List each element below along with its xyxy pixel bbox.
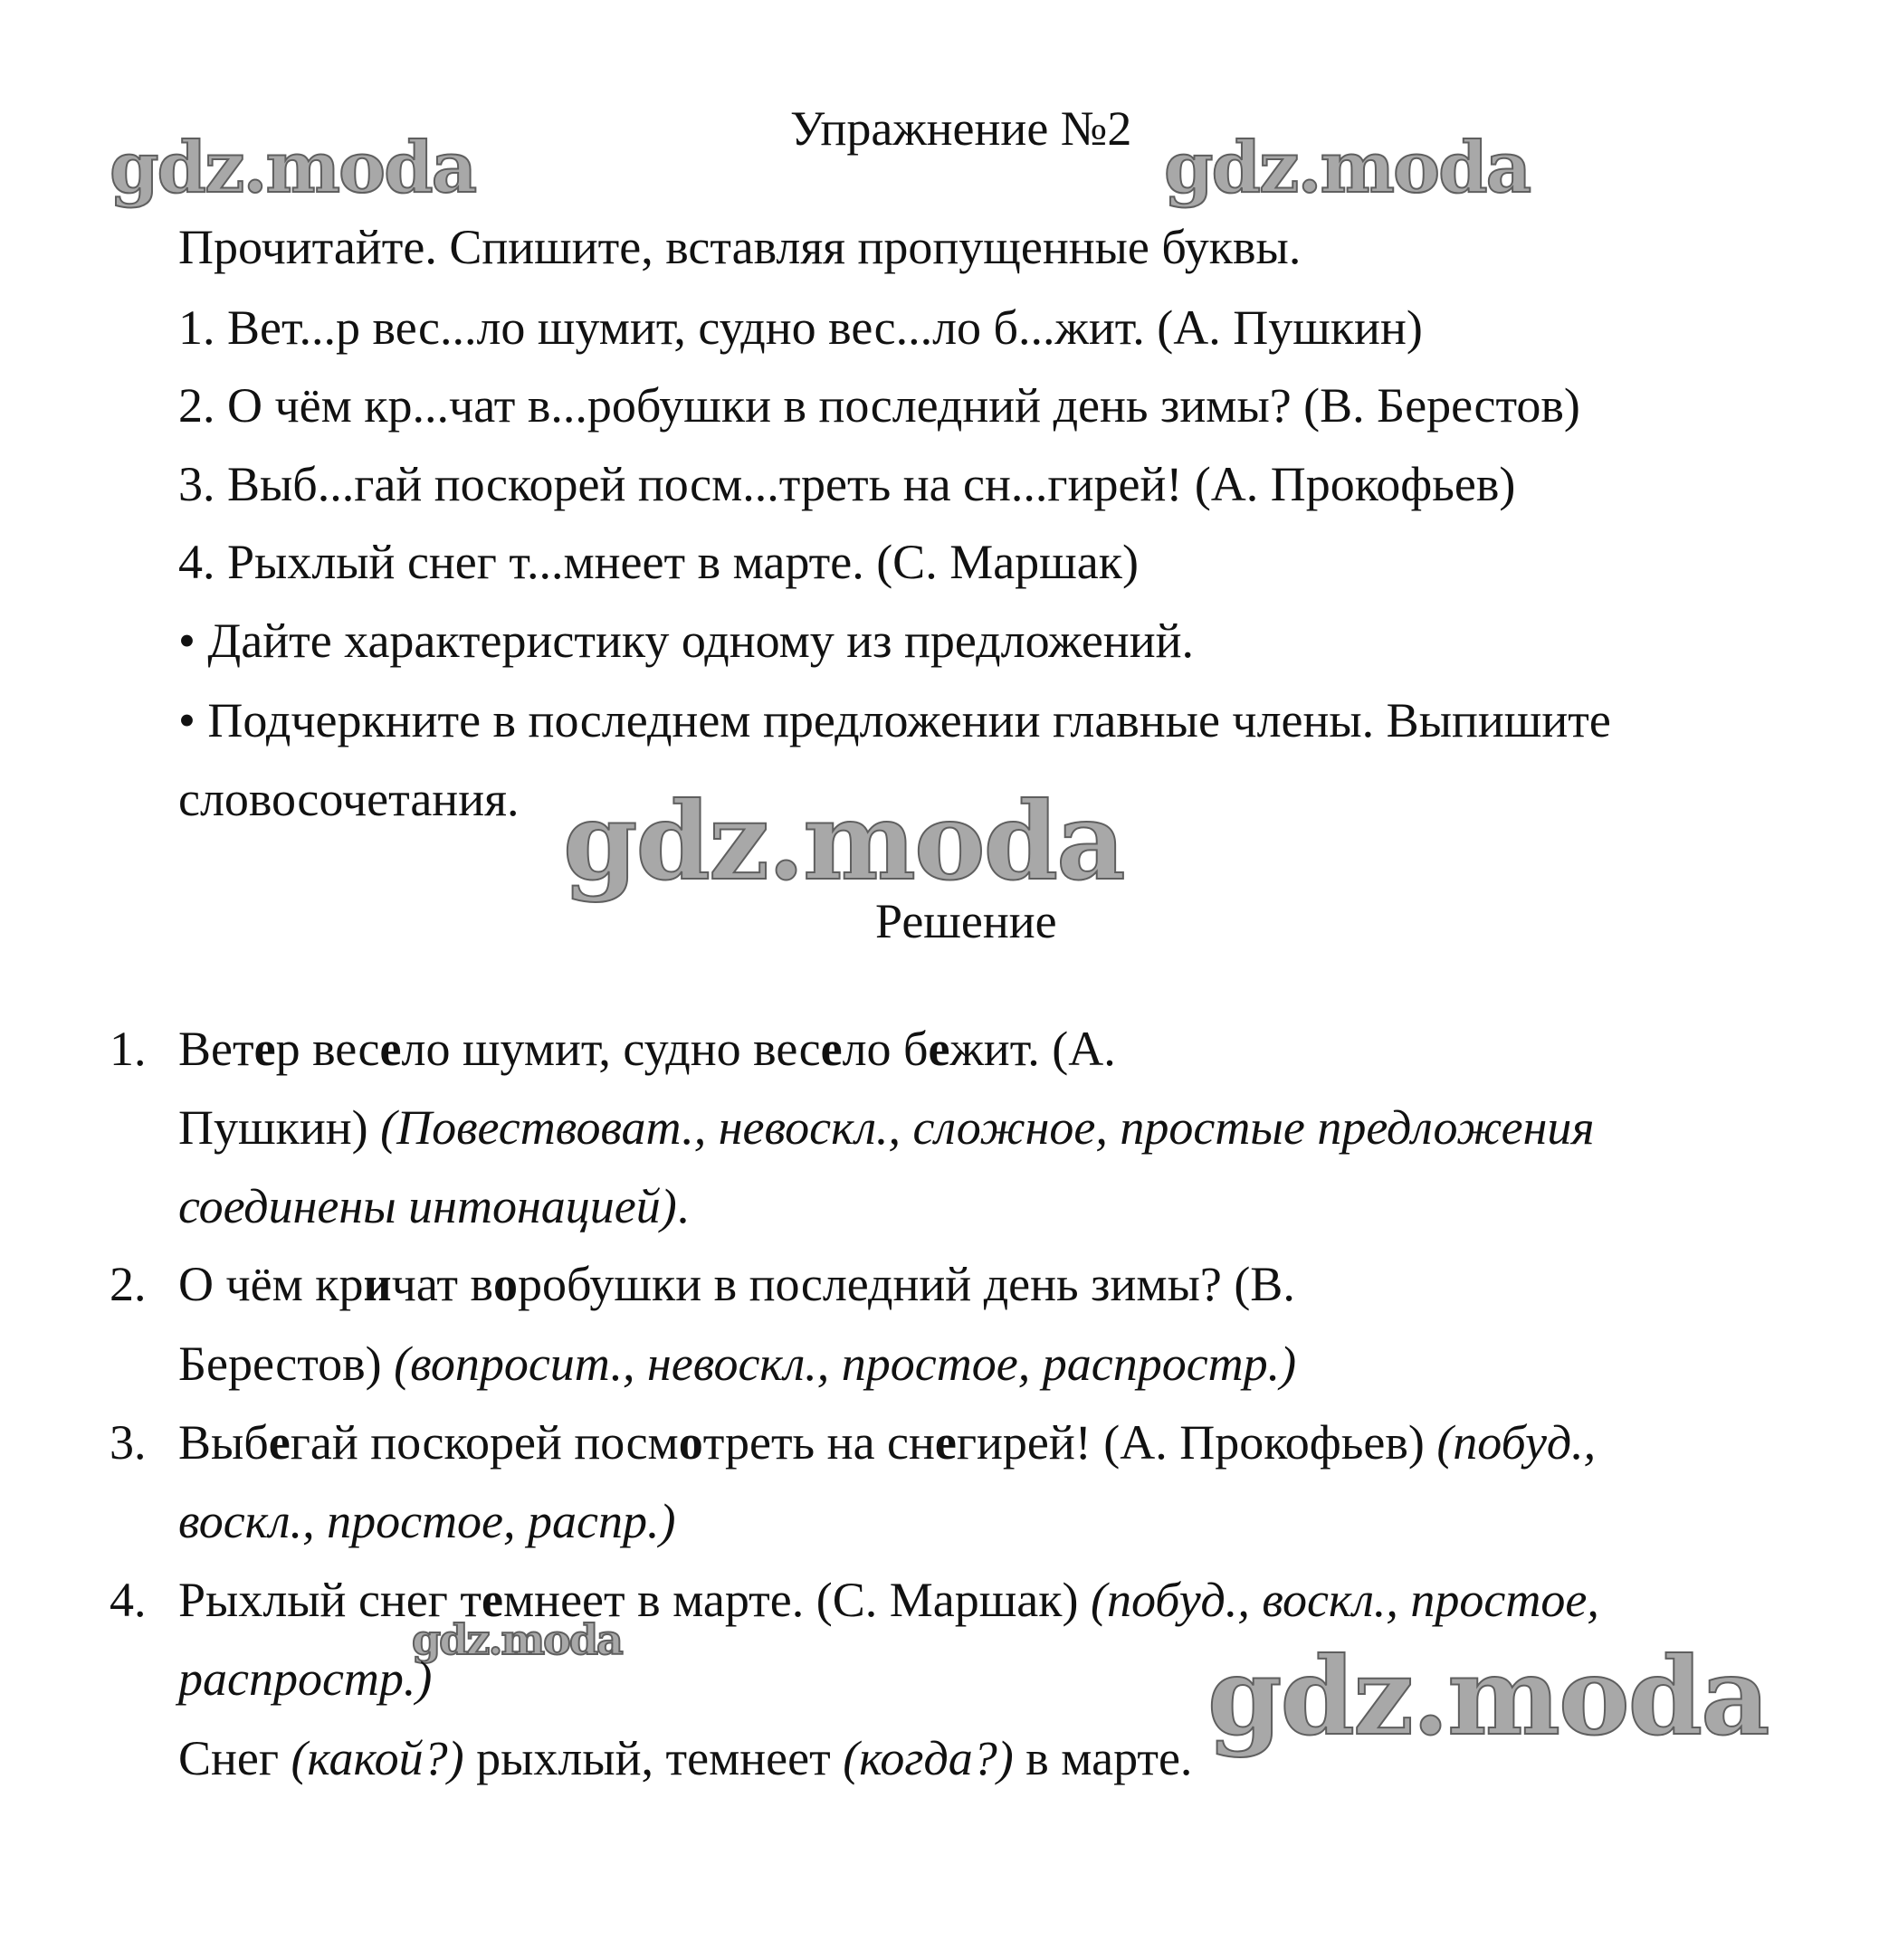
solution-text: . [676, 1179, 690, 1233]
list-number: 1. [110, 1022, 147, 1076]
watermark: gdz.moda [1207, 1633, 1769, 1759]
task-bullet: • Дайте характеристику одному из предложений. [178, 614, 1195, 668]
list-number: 3. [110, 1415, 147, 1470]
watermark: gdz.moda [563, 778, 1124, 904]
task-sentence: 1. Вет...р вес...ло шумит, судно вес...ло б...жит. (А. Пушкин) [178, 300, 1423, 355]
inserted-letter: е [268, 1415, 291, 1470]
solution-text: чат в [391, 1257, 493, 1311]
watermark: gdz.moda [412, 1615, 622, 1664]
characteristic-note: (побуд., воскл., простое, [1090, 1573, 1599, 1627]
solution-text: О чём кр [178, 1257, 364, 1311]
exercise-title: Упражнение №2 [790, 101, 1132, 156]
solution-line [178, 1332, 1296, 1395]
solution-line [178, 1175, 689, 1238]
solution-line [178, 1096, 1595, 1159]
solution-text: Пушкин) [178, 1100, 381, 1155]
task-sentence: 3. Выб...гай поскорей посм...треть на сн...гирей! (А. Прокофьев) [178, 457, 1516, 511]
characteristic-note: (какой?) [291, 1731, 464, 1785]
solution-line [178, 1647, 432, 1710]
characteristic-note: (Повествоват., невоскл., сложное, простые предложения [380, 1100, 1595, 1155]
solution-text: Выб [178, 1415, 269, 1470]
inserted-letter: е [253, 1022, 276, 1076]
inserted-letter: е [820, 1022, 843, 1076]
list-number: 2. [110, 1257, 147, 1311]
watermark: gdz.moda [1164, 127, 1531, 209]
solution-text: в марте. [1013, 1731, 1193, 1785]
inserted-letter: е [379, 1022, 402, 1076]
solution-text: гай поскорей посм [290, 1415, 679, 1470]
solution-text: робушки в последний день зимы? (В. [517, 1257, 1295, 1311]
task-instruction: Прочитайте. Спишите, вставляя пропущенные буквы. [178, 220, 1302, 274]
solution-line [178, 1017, 1116, 1080]
task-sentence: 4. Рыхлый снег т...мнеет в марте. (С. Маршак) [178, 535, 1139, 589]
solution-text: жит. (А. [949, 1022, 1116, 1076]
watermark: gdz.moda [110, 127, 476, 209]
inserted-letter: и [363, 1257, 392, 1311]
solution-text: рыхлый, темнеет [463, 1731, 844, 1785]
inserted-letter: е [482, 1573, 503, 1627]
inserted-letter: о [492, 1257, 518, 1311]
solution-line [178, 1252, 1295, 1316]
characteristic-note: (вопросит., невоскл., простое, распростр.) [394, 1337, 1297, 1391]
solution-line [178, 1411, 1596, 1474]
characteristic-note: (когда?) [843, 1731, 1014, 1785]
characteristic-note: (побуд., [1436, 1415, 1597, 1470]
solution-text: мнеет в марте. (С. Маршак) [503, 1573, 1091, 1627]
solution-text: р вес [275, 1022, 380, 1076]
solution-text: ло б [842, 1022, 929, 1076]
characteristic-note: соединены интонацией) [178, 1179, 677, 1233]
task-bullet: • Подчеркните в последнем предложении главные члены. Выпишите [178, 693, 1611, 747]
inserted-letter: о [678, 1415, 703, 1470]
inserted-letter: е [934, 1415, 957, 1470]
solution-text: Рыхлый снег т [178, 1573, 482, 1627]
solution-text: Берестов) [178, 1337, 395, 1391]
inserted-letter: е [928, 1022, 950, 1076]
task-bullet-continuation: словосочетания. [178, 772, 520, 826]
task-sentence: 2. О чём кр...чат в...робушки в последний день зимы? (В. Берестов) [178, 378, 1580, 433]
solution-line [178, 1727, 1192, 1790]
solution-text: Снег [178, 1731, 291, 1785]
solution-text: ло шумит, судно вес [401, 1022, 821, 1076]
list-number: 4. [110, 1573, 147, 1627]
solution-line [178, 1568, 1599, 1632]
solution-text: Вет [178, 1022, 254, 1076]
solution-text: гирей! (А. Прокофьев) [956, 1415, 1437, 1470]
solution-text: треть на сн [702, 1415, 935, 1470]
solution-line [178, 1489, 675, 1553]
characteristic-note: распростр.) [178, 1651, 433, 1706]
characteristic-note: воскл., простое, распр.) [178, 1494, 676, 1548]
solution-heading: Решение [875, 894, 1057, 948]
